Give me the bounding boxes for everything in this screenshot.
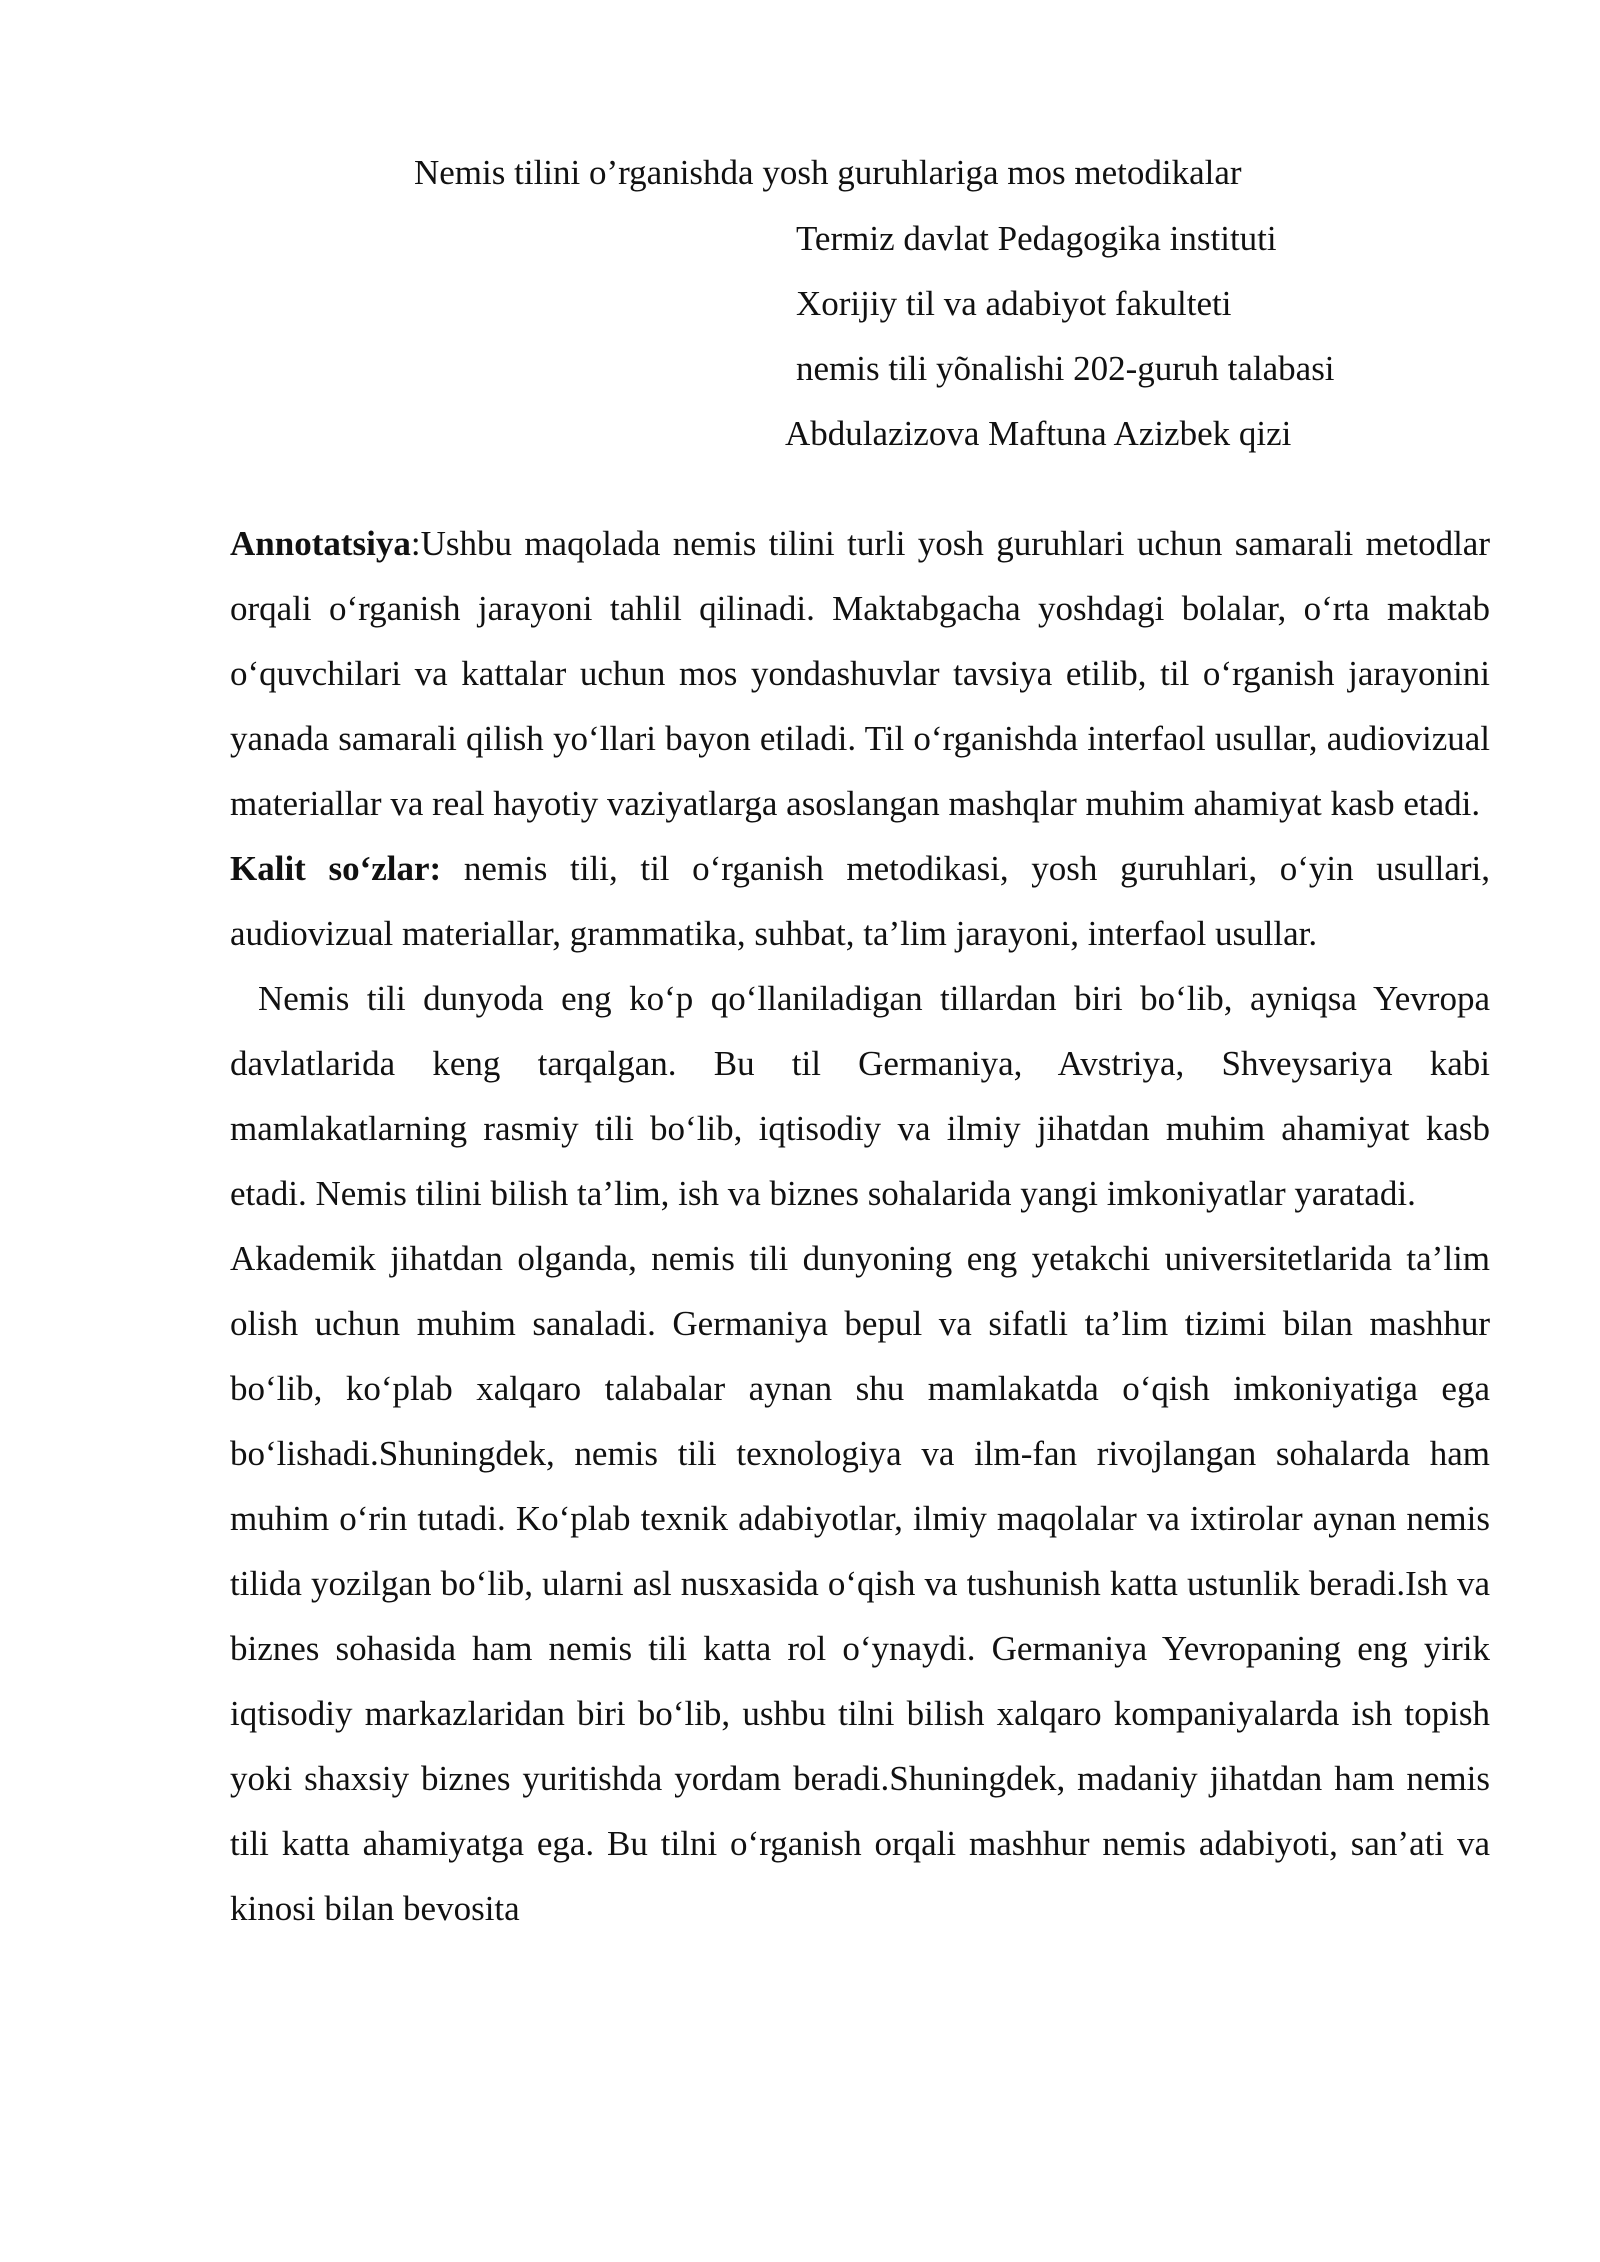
author-faculty: Xorijiy til va adabiyot fakulteti xyxy=(796,284,1232,323)
abstract-separator: : xyxy=(410,524,421,563)
abstract-label: Annotatsiya xyxy=(230,524,411,563)
document-title: Nemis tilini o’rganishda yosh guruhlariga mos metodikalar xyxy=(414,153,1242,192)
keywords-text: nemis tili, til oʻrganish metodikasi, yosh guruhlari, oʻyin usullari, audiovizual materiallar, grammatika, suhbat, ta’lim jarayoni, interfaol usullar. xyxy=(230,849,1490,953)
abstract-text: Ushbu maqolada nemis tilini turli yosh guruhlari uchun samarali metodlar orqali oʻrganish jarayoni tahlil qilinadi. Maktabgacha yoshdagi bolalar, oʻrta maktab oʻquvchilari va kattalar uchun mos yondashuvlar tavsiya etilib, til oʻrganish jarayonini yanada samarali qilish yoʻllari bayon etiladi. Til oʻrganishda interfaol usullar, audiovizual materiallar va real hayotiy vaziyatlarga asoslangan mashqlar muhim ahamiyat kasb etadi. xyxy=(230,524,1490,823)
author-name: Abdulazizova Maftuna Azizbek qizi xyxy=(785,414,1292,453)
abstract-paragraph xyxy=(230,511,1490,836)
author-institute: Termiz davlat Pedagogika instituti xyxy=(796,219,1277,258)
article-body xyxy=(230,511,1490,1941)
body-paragraph-2: Akademik jihatdan olganda, nemis tili dunyoning eng yetakchi universitetlarida ta’lim olish uchun muhim sanaladi. Germaniya bepul va sifatli ta’lim tizimi bilan mashhur boʻlib, koʻplab xalqaro talabalar aynan shu mamlakatda oʻqish imkoniyatiga ega boʻlishadi.Shuningdek, nemis tili texnologiya va ilm-fan rivojlangan sohalarda ham muhim oʻrin tutadi. Koʻplab texnik adabiyotlar, ilmiy maqolalar va ixtirolar aynan nemis tilida yozilgan boʻlib, ularni asl nusxasida oʻqish va tushunish katta ustunlik beradi.Ish va biznes sohasida ham nemis tili katta rol oʻynaydi. Germaniya Yevropaning eng yirik iqtisodiy markazlaridan biri boʻlib, ushbu tilni bilish xalqaro kompaniyalarda ish topish yoki shaxsiy biznes yuritishda yordam beradi.Shuningdek, madaniy jihatdan ham nemis tili katta ahamiyatga ega. Bu tilni oʻrganish orqali mashhur nemis adabiyoti, san’ati va kinosi bilan bevosita xyxy=(230,1239,1490,1928)
author-group: nemis tili yõnalishi 202-guruh talabasi xyxy=(796,349,1335,388)
keywords-paragraph xyxy=(230,836,1490,966)
body-paragraph-1: Nemis tili dunyoda eng koʻp qoʻllaniladigan tillardan biri boʻlib, ayniqsa Yevropa davlatlarida keng tarqalgan. Bu til Germaniya, Avstriya, Shveysariya kabi mamlakatlarning rasmiy tili boʻlib, iqtisodiy va ilmiy jihatdan muhim ahamiyat kasb etadi. Nemis tilini bilish ta’lim, ish va biznes sohalarida yangi imkoniyatlar yaratadi. xyxy=(230,979,1490,1213)
keywords-label: Kalit soʻzlar: xyxy=(230,849,442,888)
